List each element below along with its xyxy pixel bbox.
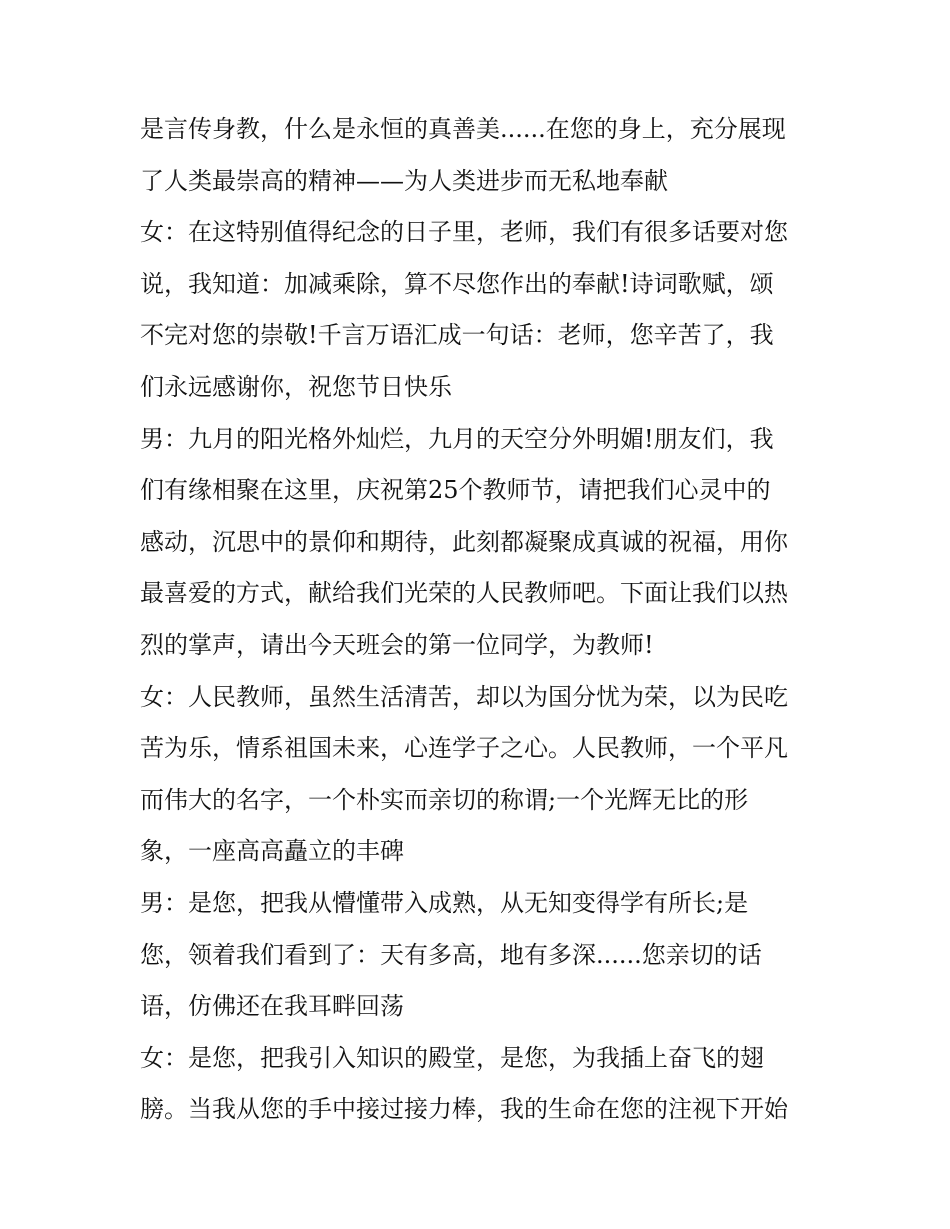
text-line: 了人类最崇高的精神——为人类进步而无私地奉献 bbox=[140, 166, 668, 195]
text-line: 男：九月的阳光格外灿烂，九月的天空分外明媚!朋友们，我 bbox=[140, 424, 774, 453]
text-line: 象，一座高高矗立的丰碑 bbox=[140, 837, 404, 866]
text-line: 们有缘相聚在这里，庆祝第25个教师节，请把我们心灵中的 bbox=[140, 476, 771, 505]
text-line: 女：人民教师，虽然生活清苦，却以为国分忧为荣，以为民吃 bbox=[140, 682, 788, 711]
text-line: 男：是您，把我从懵懂带入成熟，从无知变得学有所长;是 bbox=[140, 888, 749, 917]
text-line: 女：是您，把我引入知识的殿堂，是您，为我插上奋飞的翅 bbox=[140, 1043, 764, 1072]
text-line: 感动，沉思中的景仰和期待，此刻都凝聚成真诚的祝福，用你 bbox=[140, 527, 788, 556]
text-line: 您，领着我们看到了：天有多高，地有多深......您亲切的话 bbox=[140, 940, 762, 969]
text-line: 是言传身教，什么是永恒的真善美......在您的身上，充分展现 bbox=[140, 115, 786, 143]
text-line: 女：在这特别值得纪念的日子里，老师，我们有很多话要对您 bbox=[140, 218, 788, 247]
text-line: 最喜爱的方式，献给我们光荣的人民教师吧。下面让我们以热 bbox=[140, 579, 788, 608]
text-line: 语，仿佛还在我耳畔回荡 bbox=[140, 992, 404, 1021]
text-line: 说，我知道：加减乘除，算不尽您作出的奉献!诗词歌赋，颂 bbox=[140, 269, 774, 298]
text-line: 们永远感谢你，祝您节日快乐 bbox=[140, 372, 452, 401]
text-line: 苦为乐，情系祖国未来，心连学子之心。人民教师，一个平凡 bbox=[140, 734, 788, 763]
text-line: 膀。当我从您的手中接过接力棒，我的生命在您的注视下开始 bbox=[140, 1095, 788, 1124]
text-line: 而伟大的名字，一个朴实而亲切的称谓;一个光辉无比的形 bbox=[140, 785, 749, 814]
document-body bbox=[140, 104, 830, 1136]
text-line: 烈的掌声，请出今天班会的第一位同学，为教师! bbox=[140, 630, 654, 659]
text-line: 不完对您的崇敬!千言万语汇成一句话：老师，您辛苦了，我 bbox=[140, 321, 774, 350]
